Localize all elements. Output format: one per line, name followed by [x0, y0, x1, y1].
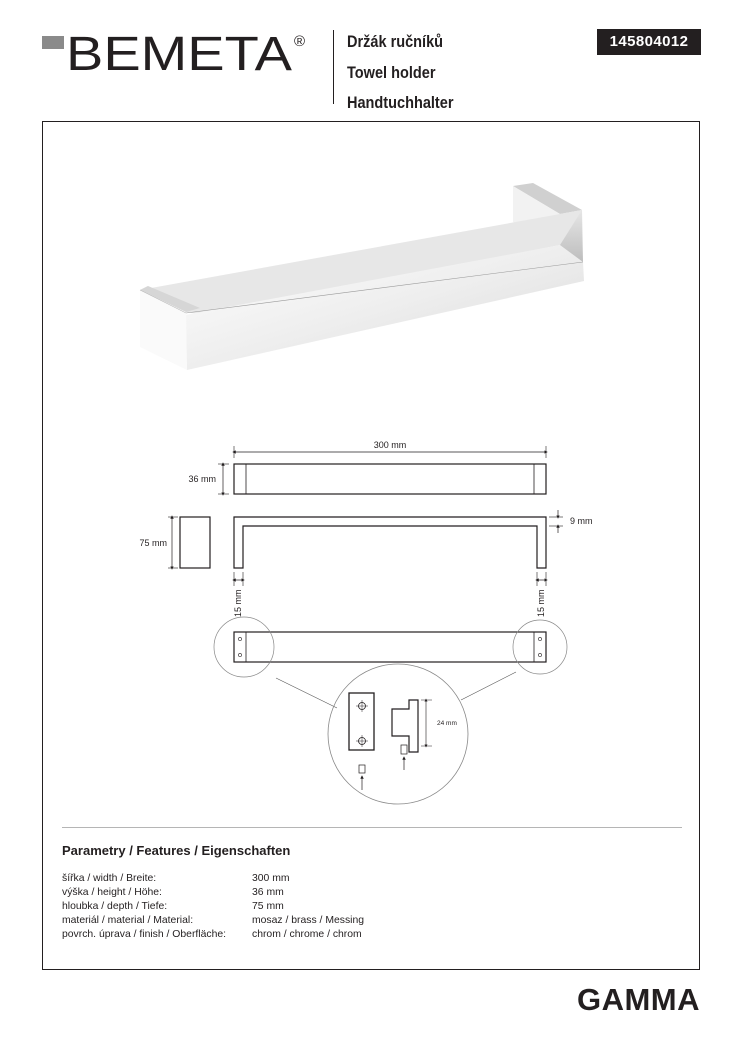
feature-label: šířka / width / Breite:	[62, 873, 157, 884]
detail-screw-right	[401, 745, 407, 754]
registered-mark: ®	[294, 33, 306, 50]
detail-plate-front	[349, 693, 374, 750]
feature-label: materiál / material / Material:	[62, 915, 194, 926]
bottom-view-outline	[234, 632, 546, 662]
height-dim-label: 36 mm	[188, 474, 216, 484]
top-view-outline	[234, 464, 546, 494]
product-render	[140, 183, 584, 370]
feature-label: povrch. úprava / finish / Oberfläche:	[62, 929, 227, 940]
mounting-detail	[328, 664, 468, 804]
feature-value: chrom / chrome / chrom	[252, 929, 362, 940]
feature-label: výška / height / Höhe:	[62, 887, 162, 898]
front-view-outline	[234, 517, 546, 568]
detail-circle-left	[214, 617, 274, 677]
thickness-dim-label: 9 mm	[570, 516, 593, 526]
feature-label: hloubka / depth / Tiefe:	[62, 901, 168, 912]
feature-value: 75 mm	[252, 901, 284, 912]
plate-dim-label: 24 mm	[437, 720, 457, 727]
offset-right-dim-label: 15 mm	[536, 589, 546, 617]
depth-dim-label: 75 mm	[139, 538, 167, 548]
feature-value: 36 mm	[252, 887, 284, 898]
detail-screw-left	[359, 765, 365, 773]
feature-value: mosaz / brass / Messing	[252, 915, 365, 926]
side-view	[168, 517, 210, 568]
feature-value: 300 mm	[252, 873, 290, 884]
front-view	[234, 510, 563, 586]
title-cz: Držák ručníků	[347, 33, 444, 51]
logo-wordmark: BEMETA	[66, 28, 292, 76]
detail-plate-side	[392, 700, 418, 752]
offset-left-dim-label: 15 mm	[233, 589, 243, 617]
product-code-badge: 145804012	[597, 29, 701, 55]
side-view-outline	[180, 517, 210, 568]
features-title: Parametry / Features / Eigenschaften	[62, 843, 291, 858]
series-name: GAMMA	[576, 982, 700, 1017]
width-dim-label: 300 mm	[373, 440, 407, 450]
title-en: Towel holder	[347, 63, 436, 82]
top-view	[218, 446, 546, 494]
detail-circle-right	[513, 620, 567, 674]
title-de: Handtuchhalter	[347, 94, 454, 112]
bottom-view	[214, 617, 567, 708]
features-divider	[62, 827, 682, 828]
